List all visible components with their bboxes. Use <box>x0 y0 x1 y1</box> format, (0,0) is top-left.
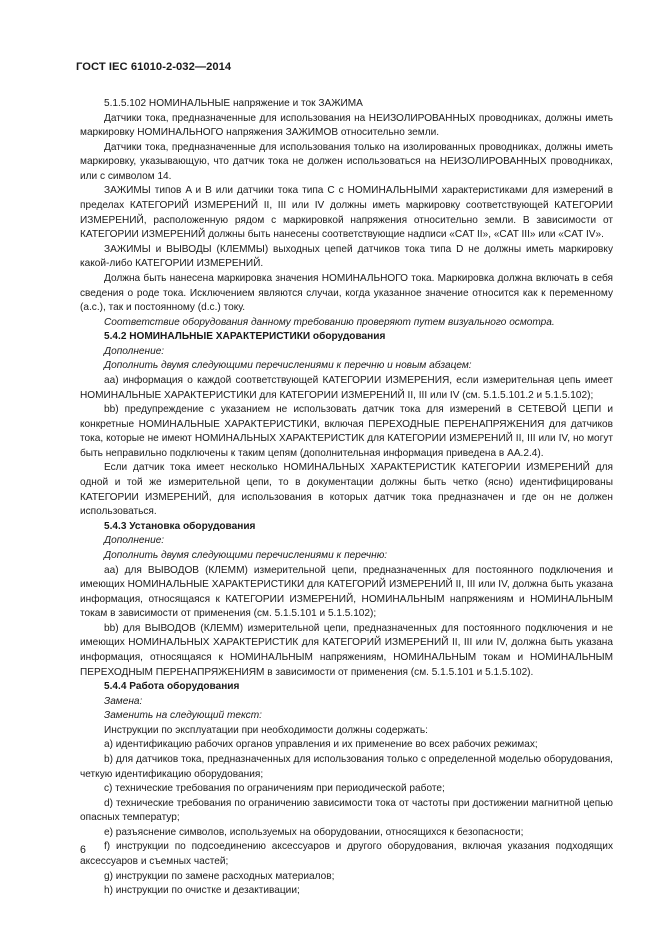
replacement-label: Замена: <box>104 695 143 707</box>
list-item: c) технические требования по ограничениям при периодической работе; <box>104 783 445 795</box>
replacement-instruction: Заменить на следующий текст: <box>104 710 262 722</box>
list-item: a) идентификацию рабочих органов управления и их применение во всех рабочих режимах; <box>104 739 538 751</box>
list-item: f) инструкции по подсоединению аксессуаров и другого оборудования, включая указания подходящих аксессуаров и съемных частей; <box>80 841 613 868</box>
list-item: bb) предупреждение с указанием не использовать датчик тока для измерений в СЕТЕВОЙ ЦЕПИ и конкретные НОМИНАЛЬНЫЕ ХАРАКТЕРИСТИКИ, включая ПЕРЕХОДНЫЕ ПЕРЕНАПРЯЖЕНИЯ для датчиков тока, которые не имеют НОМИНАЛЬНЫХ ХАРАКТЕРИСТИК для КАТЕГОРИИ ИЗМЕРЕНИЙ II, III или IV, но могут быть неправильно подключены к таким цепям (дополнительная информация приведена в АА.2.4). <box>80 404 613 459</box>
list-item: aa) для ВЫВОДОВ (КЛЕММ) измерительной цепи, предназначенных для постоянного подключения и имеющих НОМИНАЛЬНЫЕ ХАРАКТЕРИСТИКИ для КАТЕГОРИЙ ИЗМЕРЕНИЙ II, III или IV, должна быть указана информация, относящаяся к КАТЕГОРИИ ИЗМЕРЕНИЙ, НОМИНАЛЬНЫМ напряжениям и НОМИНАЛЬНЫМ токам в зависимости от применения (см. 5.1.5.101 и 5.1.5.102); <box>80 564 613 620</box>
list-item: b) для датчиков тока, предназначенных для использования только с определенной моделью оборудования, четкую идентификацию оборудования; <box>80 754 613 780</box>
amendment-label: Дополнение: <box>104 345 165 357</box>
amendment-label: Дополнение: <box>104 535 165 547</box>
document-header: ГОСТ IEC 61010-2-032—2014 <box>76 61 232 73</box>
section-heading-5-4-4: 5.4.4 Работа оборудования <box>104 681 240 693</box>
paragraph: Датчики тока, предназначенные для использования на НЕИЗОЛИРОВАННЫХ проводниках, должны иметь маркировку НОМИНАЛЬНОГО напряжения ЗАЖИМОВ относительно земли. <box>80 112 613 139</box>
paragraph: Инструкции по эксплуатации при необходимости должны содержать: <box>104 724 428 736</box>
paragraph: Должна быть нанесена маркировка значения НОМИНАЛЬНОГО тока. Маркировка должна включать в себя сведения о роде тока. Исключением являются случаи, когда указанное значение относится как к переменному (a.c.), так и постоянному (d.c.) току. <box>80 272 613 314</box>
list-item: h) инструкции по очистке и дезактивации; <box>104 885 300 897</box>
list-item: bb) для ВЫВОДОВ (КЛЕММ) измерительной цепи, предназначенных для постоянного подключения и не имеющих НОМИНАЛЬНЫХ ХАРАКТЕРИСТИК для КАТЕГОРИЙ ИЗМЕРЕНИЙ II, III или IV, должна быть указана информация, относящаяся к НОМИНАЛЬНЫМ напряжениям, НОМИНАЛЬНЫМ токам и НОМИНАЛЬНЫМ ПЕРЕХОДНЫМ ПЕРЕНАПРЯЖЕНИЯМ в зависимости от применения (см. 5.1.5.101 и 5.1.5.102). <box>80 622 613 678</box>
clause-5-1-5-102-title: 5.1.5.102 НОМИНАЛЬНЫЕ напряжение и ток ЗАЖИМА <box>104 98 363 109</box>
section-heading-5-4-2: 5.4.2 НОМИНАЛЬНЫЕ ХАРАКТЕРИСТИКИ оборудования <box>104 331 386 343</box>
list-item: g) инструкции по замене расходных материалов; <box>104 870 335 882</box>
list-item: e) разъяснение символов, используемых на оборудовании, относящихся к безопасности; <box>104 826 524 838</box>
document-body <box>80 97 613 899</box>
paragraph: ЗАЖИМЫ типов A и B или датчики тока типа C с НОМИНАЛЬНЫМИ характеристиками для измерений в пределах КАТЕГОРИЙ ИЗМЕРЕНИЙ II, III или IV должны иметь маркировку соответствующей КАТЕГОРИИ ИЗМЕРЕНИЙ, расположенную рядом с маркировкой напряжения относительно земли. В зависимости от КАТЕГОРИИ ИЗМЕРЕНИЙ должны быть нанесены соответствующие надписи «CAT II», «CAT III» или «CAT IV». <box>80 185 613 241</box>
paragraph: ЗАЖИМЫ и ВЫВОДЫ (КЛЕММЫ) выходных цепей датчиков тока типа D не должны иметь маркировку какой-либо КАТЕГОРИИ ИЗМЕРЕНИЙ. <box>80 243 613 270</box>
paragraph: Если датчик тока имеет несколько НОМИНАЛЬНЫХ ХАРАКТЕРИСТИК КАТЕГОРИИ ИЗМЕРЕНИЙ для одной и той же измерительной цепи, то в документации должны быть четко (ясно) идентифицированы КАТЕГОРИИ ИЗМЕРЕНИЙ, для использования в которых датчик тока предназначен и где он не должен использоваться. <box>80 462 613 518</box>
amendment-instruction: Дополнить двумя следующими перечислениями к перечню: <box>104 549 388 561</box>
section-heading-5-4-3: 5.4.3 Установка оборудования <box>104 520 256 532</box>
page-number: 6 <box>80 844 86 856</box>
compliance-note: Соответствие оборудования данному требованию проверяют путем визуального осмотра. <box>104 316 555 328</box>
paragraph: Датчики тока, предназначенные для использования только на изолированных проводниках, должны иметь маркировку, указывающую, что датчик тока не должен использоваться на НЕИЗОЛИРОВАННЫХ проводниках, или с символом 14. <box>80 141 613 182</box>
list-item: aa) информация о каждой соответствующей КАТЕГОРИИ ИЗМЕРЕНИЯ, если измерительная цепь имеет НОМИНАЛЬНЫЕ ХАРАКТЕРИСТИКИ для КАТЕГОРИИ ИЗМЕРЕНИЙ II, III или IV (см. 5.1.5.101.2 и 5.1.5.102); <box>80 374 613 401</box>
amendment-instruction: Дополнить двумя следующими перечислениями к перечню и новым абзацем: <box>104 360 472 372</box>
list-item: d) технические требования по ограничению зависимости тока от частоты при достижении магнитной цепью опасных температур; <box>80 797 613 824</box>
